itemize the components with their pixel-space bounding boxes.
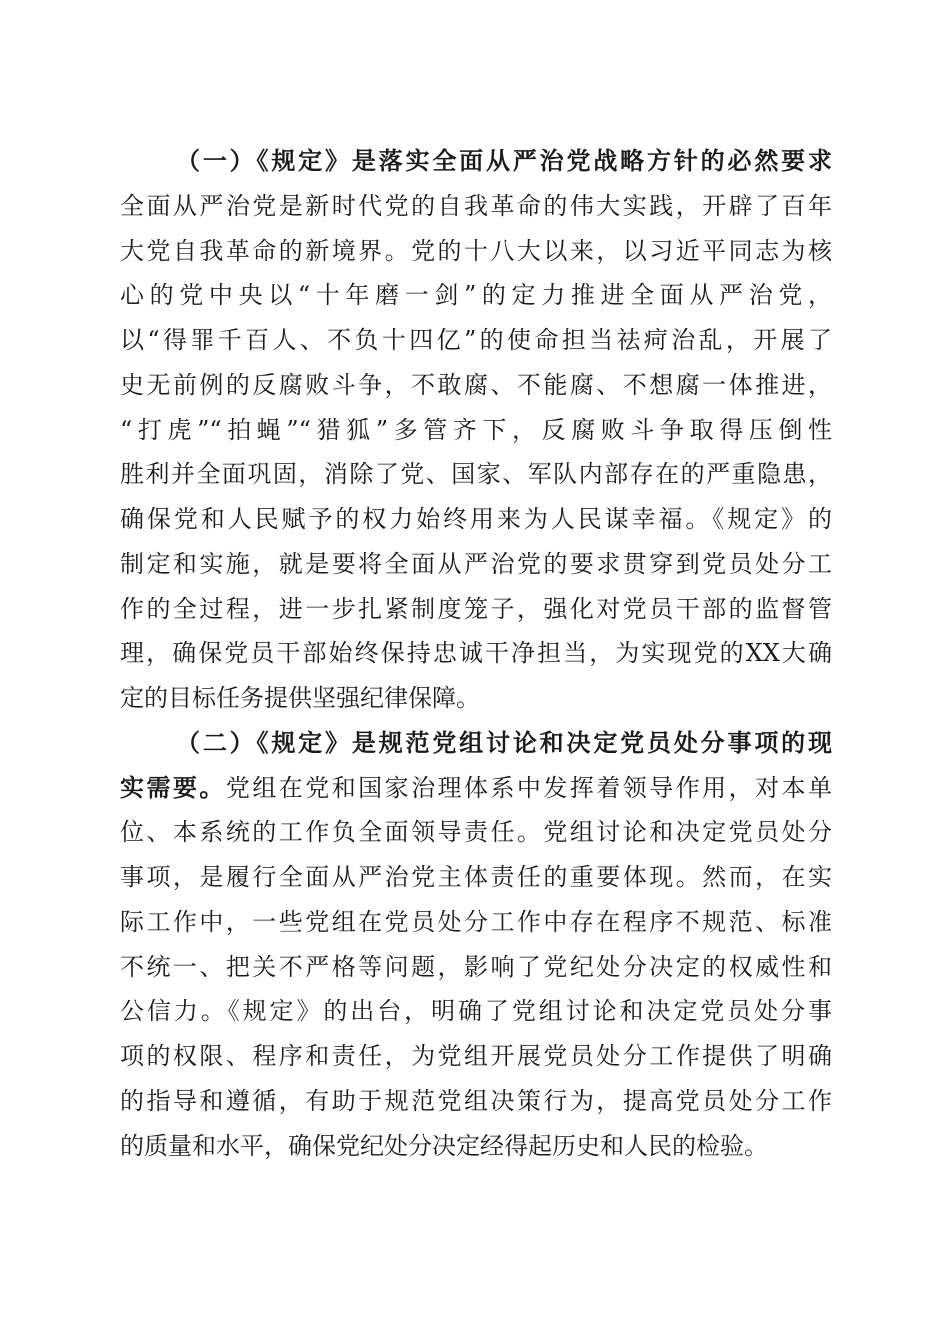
paragraph-line: 不统一、把关不严格等问题，影响了党纪处分决定的权威性和 (120, 952, 832, 981)
paragraph-line: 制定和实施，就是要将全面从严治党的要求贯穿到党员处分工 (120, 549, 832, 578)
paragraph-line: 史无前例的反腐败斗争，不敢腐、不能腐、不想腐一体推进， (120, 370, 832, 399)
paragraph-line: 际工作中，一些党组在党员处分工作中存在程序不规范、标准 (120, 907, 832, 936)
paragraph-line: 位、本系统的工作负全面领导责任。党组讨论和决定党员处分 (120, 818, 832, 847)
paragraph-line: 的指导和遵循，有助于规范党组决策行为，提高党员处分工作 (120, 1086, 832, 1115)
paragraph-line: 定的目标任务提供坚强纪律保障。 (120, 684, 480, 712)
paragraph-line: 大党自我革命的新境界。党的十八大以来，以习近平同志为核 (120, 236, 832, 265)
paragraph-line: “打虎”“拍蝇”“猎狐”多管齐下，反腐败斗争取得压倒性 (120, 415, 832, 444)
paragraph-line: 作的全过程，进一步扎紧制度笼子，强化对党员干部的监督管 (120, 594, 832, 623)
paragraph-line: 事项，是履行全面从严治党主体责任的重要体现。然而，在实 (120, 863, 832, 891)
paragraph-line: 项的权限、程序和责任，为党组开展党员处分工作提供了明确 (120, 1042, 832, 1070)
section-heading-2-tail: 实需要。 (120, 772, 226, 802)
paragraph-line: 胜利并全面巩固，消除了党、国家、军队内部存在的严重隐患， (120, 460, 832, 489)
paragraph-text: 党组在党和国家治理体系中发挥着领导作用，对本单 (225, 773, 832, 802)
paragraph-line: 理，确保党员干部始终保持忠诚干净担当，为实现党的XX大确 (120, 639, 832, 668)
paragraph-line: 心的党中央以“十年磨一剑”的定力推进全面从严治党， (120, 281, 832, 310)
paragraph-line: 的质量和水平，确保党纪处分决定经得起历史和人民的检验。 (120, 1131, 768, 1160)
section-heading-2: （二）《规定》是规范党组讨论和决定党员处分事项的现 (176, 727, 832, 757)
document-body (120, 139, 832, 1168)
paragraph-line: 全面从严治党是新时代党的自我革命的伟大实践，开辟了百年 (120, 191, 832, 220)
paragraph-line (120, 766, 832, 811)
paragraph-line: 公信力。《规定》的出台，明确了党组讨论和决定党员处分事 (120, 997, 832, 1026)
section-heading-1: （一）《规定》是落实全面从严治党战略方针的必然要求 (176, 146, 832, 175)
paragraph-line: 以“得罪千百人、不负十四亿”的使命担当祛疴治乱，开展了 (120, 326, 832, 354)
paragraph-line: 确保党和人民赋予的权力始终用来为人民谋幸福。《规定》的 (120, 505, 832, 533)
